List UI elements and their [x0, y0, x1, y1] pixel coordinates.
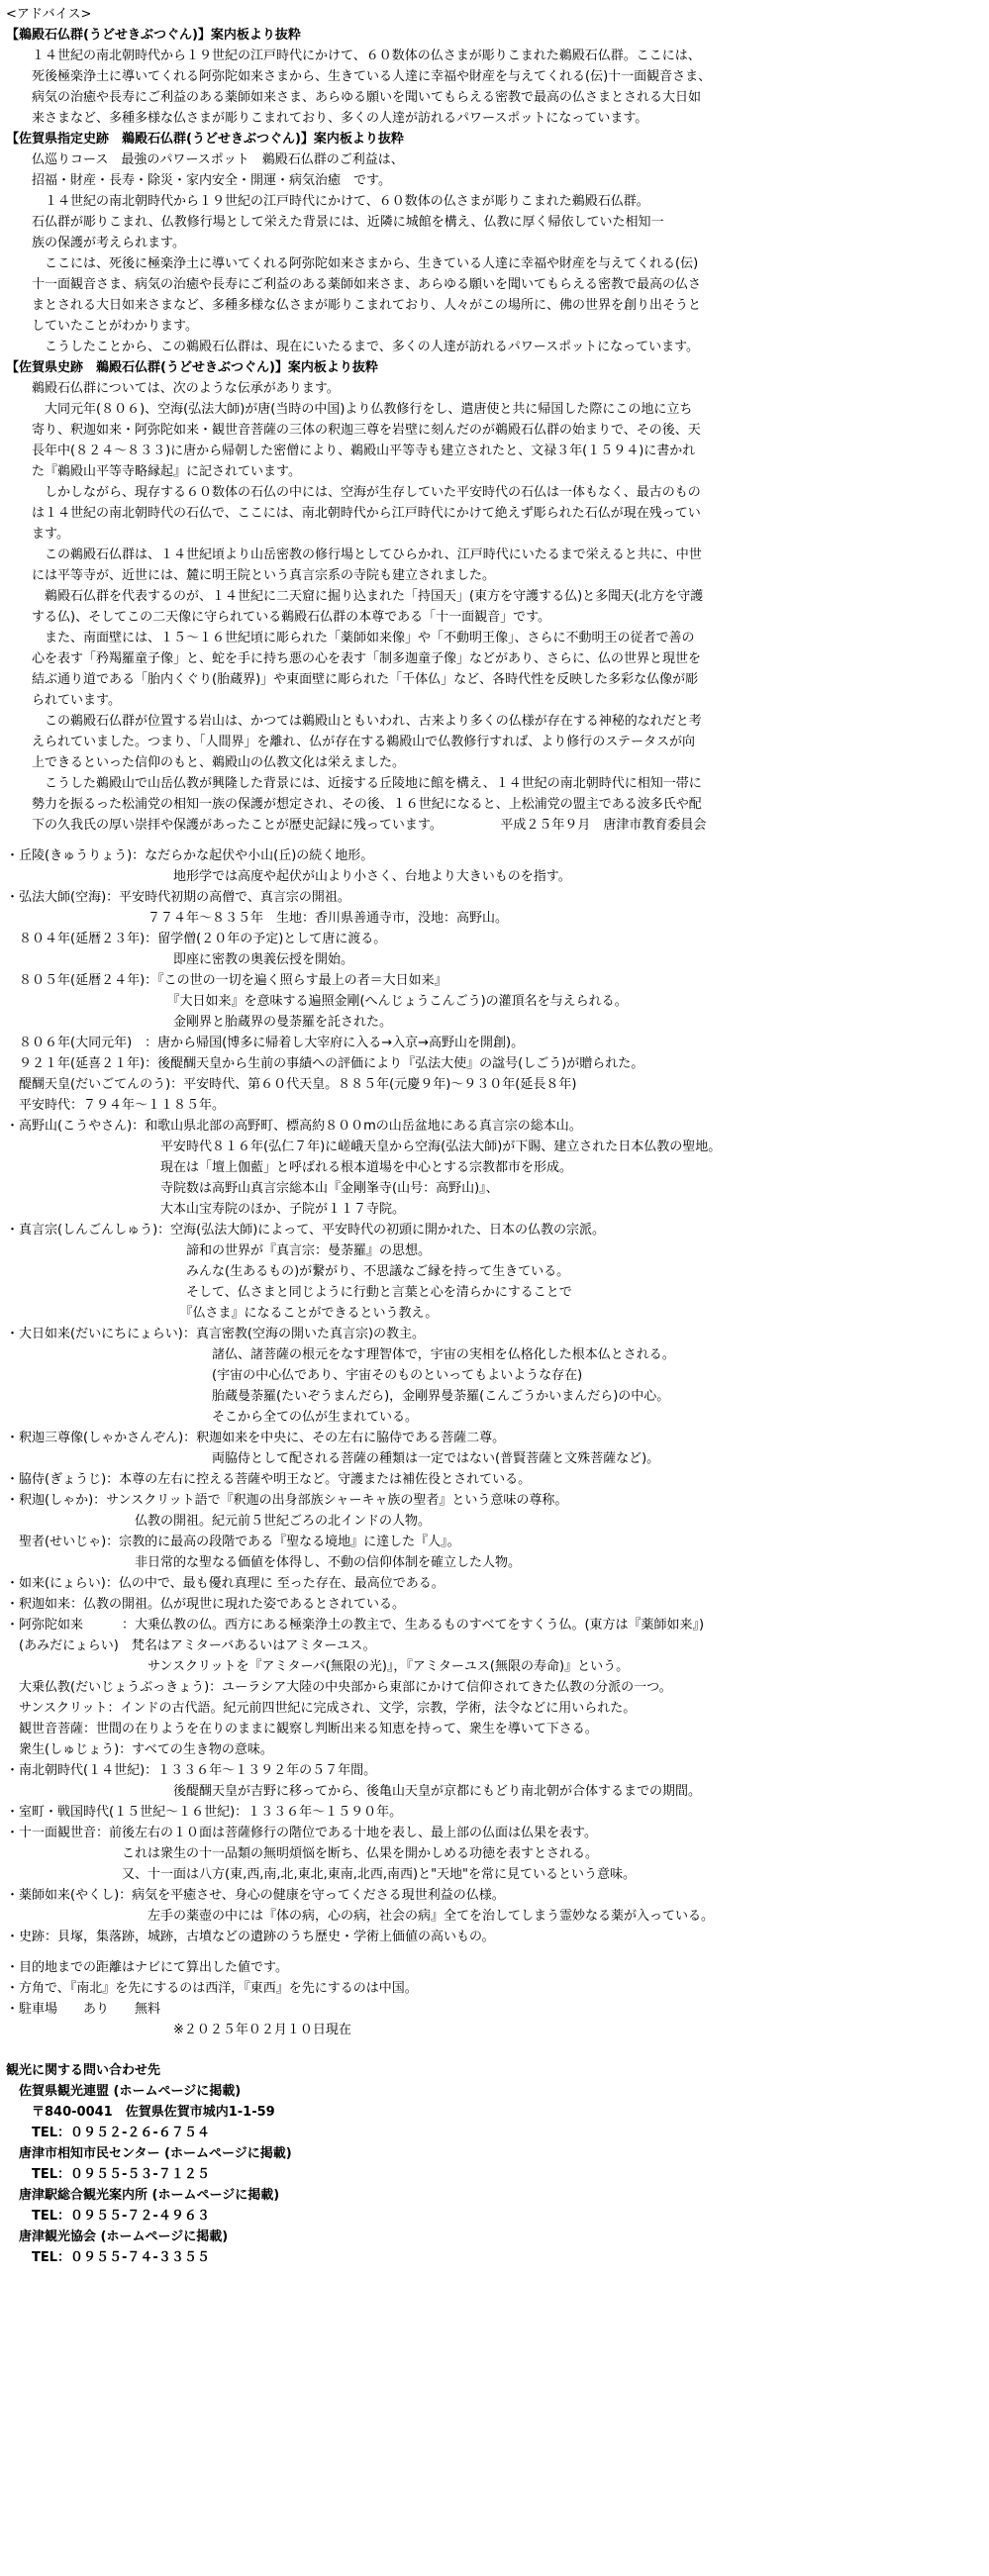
glossary-line: 『大日如来』を意味する遍照金剛(へんじょうこんごう)の灌頂名を与えられる。 — [6, 994, 628, 1009]
glossary-line: サンスクリット：インドの古代語。紀元前四世紀に完成され、文学，宗教，学術，法令などに用いられた。 — [6, 1701, 637, 1716]
glossary-line: 左手の薬壺の中には『体の病，心の病，社会の病』全てを治してしまう霊妙なる薬が入っている。 — [6, 1909, 715, 1924]
glossary-line: ・脇侍(ぎょうじ)：本尊の左右に控える菩薩や明王など。守護または補佐役とされている。 — [6, 1472, 532, 1487]
glossary-line: ・釈迦三尊像(しゃかさんぞん)：釈迦如来を中央に、その左右に脇侍である菩薩二尊。 — [6, 1431, 506, 1445]
text-line: 来さまなど、多種多様な仏さまが彫りこまれており、多くの人達が訪れるパワースポットになっています。 — [6, 111, 648, 126]
glossary-line: 諸仏、諸菩薩の根元をなす理智体で，宇宙の実相を仏格化した根本仏とされる。 — [6, 1347, 675, 1362]
text-line: 【佐賀県史跡 鵜殿石仏群(うどせきぶつぐん)】案内板より抜粋 — [6, 360, 378, 375]
contact-line: TEL：０９５２-２６-６７５４ — [6, 2126, 210, 2140]
glossary-line: サンスクリットを『アミターバ(無限の光)』，『アミターユス(無限の寿命)』という。 — [6, 1659, 630, 1674]
glossary-line: 『仏さま』になることができるという教え。 — [6, 1306, 439, 1321]
glossary-line: (宇宙の中心仏であり、宇宙そのものといってもよいような存在) — [6, 1368, 583, 1383]
guide-board-excerpts — [6, 25, 983, 836]
glossary-line: 衆生(しゅじょう)：すべての生き物の意味。 — [6, 1742, 273, 1757]
text-line: 【佐賀県指定史跡 鵜殿石仏群(うどせきぶつぐん)】案内板より抜粋 — [6, 132, 404, 147]
text-line: 十一面観音さま、病気の治癒や長寿にご利益のある薬師如来さま、あらゆる願いを聞いてもらえる密教で最高の仏さ — [6, 277, 702, 292]
glossary-notes — [6, 845, 983, 1947]
text-line: また、南面壁には、１５～１６世紀頃に彫られた「薬師如来像」や「不動明王像」、さらに不動明王の従者で善の — [6, 631, 695, 645]
note-line: ・方角で、『南北』を先にするのは西洋，『東西』を先にするのは中国。 — [6, 1981, 418, 1996]
text-line: この鵜殿石仏群は、１４世紀頃より山岳密教の修行場としてひらかれ、江戸時代にいたるまで栄えると共に、中世 — [6, 547, 702, 562]
glossary-line: ・真言宗(しんごんしゅう)：空海(弘法大師)によって、平安時代の初頭に開かれた、日本の仏教の宗派。 — [6, 1223, 606, 1238]
glossary-line: ・大日如来(だいにちにょらい)：真言密教(空海の開いた真言宗)の教主。 — [6, 1327, 426, 1341]
advice-heading: <アドバイス> — [6, 7, 92, 22]
glossary-line: 観世音菩薩：世間の在りようを在りのままに観察し判断出来る知恵を持って、衆生を導いて下さる。 — [6, 1722, 598, 1736]
text-line: 族の保護が考えられます。 — [6, 236, 185, 250]
contact-line: 〒840-0041 佐賀県佐賀市城内1-1-59 — [6, 2105, 275, 2120]
glossary-line: ８０６年(大同元年) ：唐から帰国(博多に帰着し大宰府に入る→入京→高野山を開創)。 — [6, 1036, 525, 1050]
text-line: この鵜殿石仏群が位置する岩山は、かつては鵜殿山ともいわれ、古来より多くの仏様が存在する神秘的なれだと考 — [6, 714, 702, 729]
glossary-line: ８０５年(延暦２４年)：『この世の一切を遍く照らす最上の者＝大日如来』 — [6, 973, 447, 988]
glossary-line: 非日常的な聖なる価値を体得し、不動の信仰体制を確立した人物。 — [6, 1555, 522, 1570]
text-line: まとされる大日如来さまなど、多種多様な仏さまが彫りこまれており、人々がこの場所に、佛の世界を創り出そうと — [6, 298, 702, 313]
text-line: 【鵜殿石仏群(うどせきぶつぐん)】案内板より抜粋 — [6, 28, 301, 43]
text-line: していたことがわかります。 — [6, 319, 198, 334]
travel-notes — [6, 1957, 983, 2040]
text-line: 結ぶ通り道である「胎内くぐり(胎蔵界)」や東面壁に彫られた「千体仏」など、各時代性を反映した多彩な仏像が彫 — [6, 672, 699, 687]
glossary-line: 胎蔵曼荼羅(たいぞうまんだら)，金剛界曼荼羅(こんごうかいまんだら)の中心。 — [6, 1389, 670, 1404]
glossary-line: ・弘法大師(空海)：平安時代初期の高僧で、真言宗の開祖。 — [6, 890, 350, 905]
glossary-line: 平安時代８１６年(弘仁７年)に嵯峨天皇から空海(弘法大師)が下賜、建立された日本仏教の聖地。 — [6, 1139, 722, 1154]
contact-line: TEL：０９５５-７２-４９６３ — [6, 2209, 210, 2224]
glossary-line: これは衆生の十一品類の無明煩悩を断ち、仏果を開かしめる功徳を表すとされる。 — [6, 1846, 599, 1861]
glossary-line: 大乗仏教(だいじょうぶっきょう)：ユーラシア大陸の中央部から東部にかけて信仰されてきた仏教の分派の一つ。 — [6, 1680, 672, 1695]
text-line: 寄り、釈迦如来・阿弥陀如来・観世音菩薩の三体の釈迦三尊を岩壁に刻んだのが鵜殿石仏群の始まりで、その後、天 — [6, 423, 701, 438]
text-line: 下の久我氏の厚い崇拝や保護があったことが歴史記録に残っています。 平成２５年９月 唐津市教育委員会 — [6, 818, 707, 833]
contact-list — [6, 2081, 983, 2268]
text-line: られています。 — [6, 693, 121, 708]
contact-line: TEL：０９５５-７４-３３５５ — [6, 2250, 210, 2265]
glossary-line: 大本山宝寿院のほか、子院が１１７寺院。 — [6, 1202, 406, 1217]
glossary-line: ・史跡：貝塚，集落跡，城跡，古墳などの遺跡のうち歴史・学術上価値の高いもの。 — [6, 1930, 495, 1944]
glossary-line: 後醍醐天皇が吉野に移ってから、後亀山天皇が京都にもどり南北朝が合体するまでの期間。 — [6, 1784, 702, 1799]
text-line: １４世紀の南北朝時代から１９世紀の江戸時代にかけて、６０数体の仏さまが彫りこまれた鵜殿石仏群。ここには、 — [6, 49, 701, 63]
text-line: 勢力を振るった松浦党の相知一族の保護が想定され、その後、１６世紀になると、上松浦党の盟主である波多氏や配 — [6, 797, 702, 812]
contact-line: 唐津観光協会 (ホームページに掲載) — [6, 2229, 229, 2244]
note-line: ※２０２５年０２月１０日現在 — [6, 2023, 351, 2037]
text-line: する仏)、そしてこの二天像に守られている鵜殿石仏群の本尊である「十一面観音」です。 — [6, 610, 551, 625]
glossary-line: ・南北朝時代(１４世紀)：１３３６年～１３９２年の５７年間。 — [6, 1763, 377, 1778]
glossary-line: そして、仏さまと同じように行動と言葉と心を清らかにすることで — [6, 1285, 572, 1300]
text-line: 鵜殿石仏群については、次のような伝承があります。 — [6, 381, 340, 396]
text-line: ここには、死後に極楽浄土に導いてくれる阿弥陀如来さまから、生きている人達に幸福や財産を与えてくれる(伝) — [6, 256, 699, 271]
text-line: は１４世紀の南北朝時代の石仏で、ここには、南北朝時代から江戸時代にかけて絶えず彫られた石仏が現在残ってい — [6, 506, 701, 521]
glossary-line: 寺院数は高野山真言宗総本山『金剛峯寺(山号：高野山)』、 — [6, 1181, 499, 1196]
glossary-line: 醍醐天皇(だいごてんのう)：平安時代、第６０代天皇。８８５年(元慶９年)～９３０年(延長８年) — [6, 1077, 577, 1092]
text-line: しかしながら、現存する６０数体の石仏の中には、空海が生存していた平安時代の石仏は一体もなく、最古のもの — [6, 485, 701, 500]
glossary-line: 諦和の世界が『真言宗：曼荼羅』の思想。 — [6, 1243, 432, 1258]
glossary-line: ８０４年(延暦２３年)：留学僧(２０年の予定)として唐に渡る。 — [6, 932, 387, 946]
text-line: 病気の治癒や長寿にご利益のある薬師如来さま、あらゆる願いを聞いてもらえる密教で最高の仏さまとされる大日如 — [6, 90, 702, 105]
text-line: こうしたことから、この鵜殿石仏群は、現在にいたるまで、多くの人達が訪れるパワースポットになっています。 — [6, 340, 700, 354]
glossary-line: 聖者(せいじゃ)：宗教的に最高の段階である『聖なる境地』に達した『人』。 — [6, 1535, 460, 1549]
glossary-line: ９２１年(延喜２１年)：後醍醐天皇から生前の事績への評価により『弘法大使』の諡号(しごう)が贈られた。 — [6, 1056, 644, 1071]
text-line: ます。 — [6, 527, 69, 542]
text-line: 大同元年(８０６)、空海(弘法大師)が唐(当時の中国)より仏教修行をし、遣唐使と共に帰国した際にこの地に立ち — [6, 402, 693, 417]
text-line: こうした鵜殿山で山岳仏教が興隆した背景には、近接する丘陵地に館を構え、１４世紀の南北朝時代に相知一帯に — [6, 776, 702, 791]
glossary-line: (あみだにょらい) 梵名はアミターバあるいはアミターユス。 — [6, 1638, 376, 1653]
note-line: ・目的地までの距離はナビにて算出した値です。 — [6, 1960, 288, 1975]
glossary-line: 地形学では高度や起伏が山より小さく、台地より大きいものを指す。 — [6, 869, 571, 884]
glossary-line: 両脇侍として配される菩薩の種類は一定ではない(普賢菩薩と文殊菩薩など)。 — [6, 1451, 660, 1466]
glossary-line: ・室町・戦国時代(１５世紀～１６世紀)：１３３６年～１５９０年。 — [6, 1805, 403, 1820]
text-line: た『鵜殿山平等寺略縁起』に記されています。 — [6, 464, 301, 479]
glossary-line: そこから全ての仏が生まれている。 — [6, 1410, 419, 1425]
glossary-line: 平安時代：７９４年～１１８５年。 — [6, 1098, 226, 1113]
glossary-line: 金剛界と胎蔵界の曼荼羅を託された。 — [6, 1015, 393, 1030]
text-line: 長年中(８２４～８３３)に唐から帰朝した密僧により、鵜殿山平等寺も建立されたと、文禄３年(１５９４)に書かれ — [6, 444, 696, 458]
note-line: ・駐車場 あり 無料 — [6, 2002, 161, 2017]
glossary-line: ・薬師如来(やくし)：病気を平癒させ、身心の健康を守ってくださる現世利益の仏様。 — [6, 1888, 505, 1903]
text-line: 鵜殿石仏群を代表するのが、１４世紀に二天窟に掘り込まれた「持国天」(東方を守護する仏)と多聞天(北方を守護 — [6, 589, 704, 604]
text-line: 仏巡りコース 最強のパワースポット 鵜殿石仏群のご利益は、 — [6, 152, 404, 167]
glossary-line: 現在は「壇上伽藍」と呼ばれる根本道場を中心とする宗教都市を形成。 — [6, 1160, 573, 1175]
contact-line: 佐賀県観光連盟 (ホームページに掲載) — [6, 2084, 242, 2099]
glossary-line: 仏教の開祖。紀元前５世紀ごろの北インドの人物。 — [6, 1514, 432, 1529]
glossary-line: 即座に密教の奥義伝授を開始。 — [6, 952, 354, 967]
glossary-line: ７７４年～８３５年 生地：香川県善通寺市，没地：高野山。 — [6, 911, 509, 926]
text-line: には平等寺が、近世には、麓に明王院という真言宗系の寺院も建立されました。 — [6, 568, 496, 583]
contact-line: TEL：０９５５-５３-７１２５ — [6, 2167, 210, 2182]
glossary-line: ・高野山(こうやさん)：和歌山県北部の高野町、標高約８００mの山岳盆地にある真言宗の総本山。 — [6, 1119, 582, 1134]
glossary-line: ・十一面観世音：前後左右の１０面は菩薩修行の階位である十地を表し、最上部の仏面は仏果を表す。 — [6, 1826, 597, 1840]
glossary-line: ・釈迦如来：仏教の開祖。仏が現世に現れた姿であるとされている。 — [6, 1597, 406, 1612]
text-line: 石仏群が彫りこまれ、仏教修行場として栄えた背景には、近隣に城館を構え、仏教に厚く帰依していた相知一 — [6, 215, 664, 230]
text-line: えられていました。つまり、「人間界」を離れ、仏が存在する鵜殿山で仏教修行すれば、より修行のステータスが向 — [6, 735, 696, 749]
glossary-line: 又、十一面は八方(東,西,南,北,東北,東南,北西,南西)と"天地"を常に見ているという意味。 — [6, 1867, 637, 1882]
text-line: 上できるといった信仰のもと、鵜殿山の仏教文化は栄えました。 — [6, 755, 406, 770]
text-line: 死後極楽浄土に導いてくれる阿弥陀如来さまから、生きている人達に幸福や財産を与えてくれる(伝)十一面観音さま、 — [6, 69, 712, 84]
contact-heading: 観光に関する問い合わせ先 — [6, 2063, 161, 2078]
text-line: １４世紀の南北朝時代から１９世紀の江戸時代にかけて、６０数体の仏さまが彫りこまれた鵜殿石仏群。 — [6, 194, 649, 209]
glossary-line: ・釈迦(しゃか)：サンスクリット語で『釈迦の出身部族シャーキャ族の聖者』という意味の尊称。 — [6, 1493, 568, 1508]
contact-line: 唐津市相知市民センター (ホームページに掲載) — [6, 2146, 292, 2161]
contact-line: 唐津駅総合観光案内所 (ホームページに掲載) — [6, 2188, 280, 2203]
text-line: 招福・財産・長寿・除災・家内安全・開運・病気治癒 です。 — [6, 173, 391, 188]
glossary-line: ・丘陵(きゅうりょう)：なだらかな起伏や小山(丘)の続く地形。 — [6, 848, 374, 863]
glossary-line: みんな(生あるもの)が繋がり、不思議なご縁を持って生きている。 — [6, 1264, 570, 1279]
text-line: 心を表す「矜羯羅童子像」と、蛇を手に持ち悪の心を表す「制多迦童子像」などがあり、さらに、仏の世界と現世を — [6, 651, 702, 666]
glossary-line: ・如来(にょらい)：仏の中で、最も優れ真理に 至った存在、最高位である。 — [6, 1576, 445, 1591]
glossary-line: ・阿弥陀如来 ：大乗仏教の仏。西方にある極楽浄土の教主で、生あるものすべてをすくう仏。(東方は『薬師如来』) — [6, 1618, 705, 1633]
